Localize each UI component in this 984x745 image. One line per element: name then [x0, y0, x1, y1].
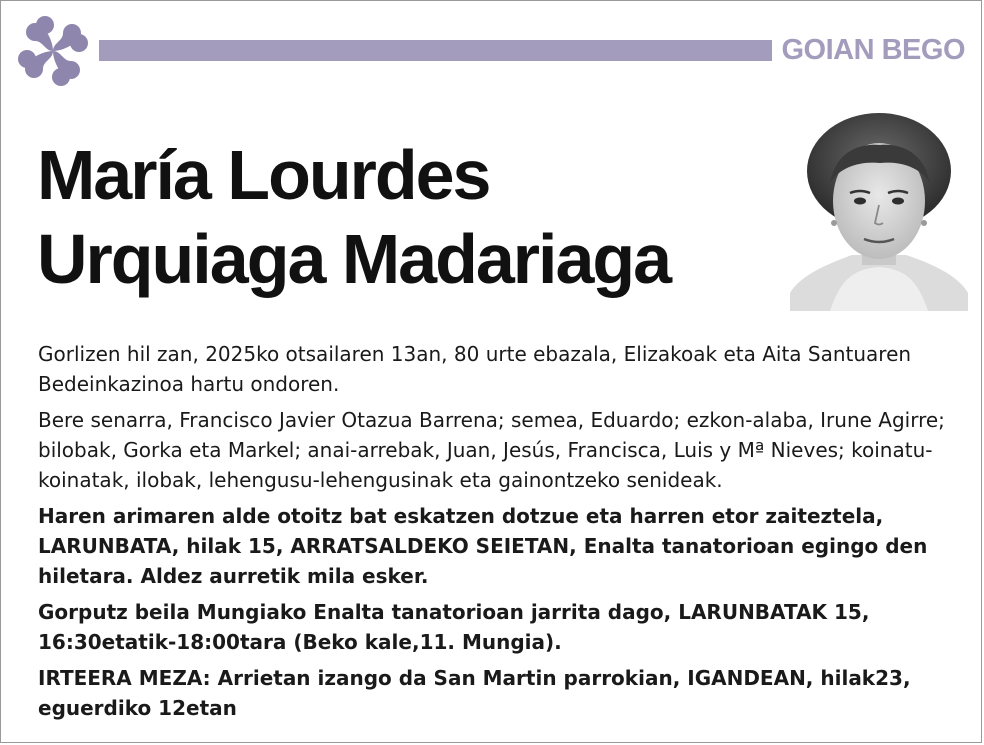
name-line-1: María Lourdes: [37, 136, 490, 214]
lauburu-icon: [15, 13, 91, 89]
paragraph-family: Bere senarra, Francisco Javier Otazua Barrena; semea, Eduardo; ezkon-alaba, Irune Agirre; bilobak, Gorka eta Markel; anai-arrebak, Juan, Jesús, Francisca, Luis y Mª Nieves; koinatu-koinatak, ilobak, lehengusu-lehengusinak eta gainontzeko senideak.: [38, 408, 945, 492]
deceased-name: [37, 133, 670, 301]
obituary-body: [38, 339, 953, 729]
header-label: GOIAN BEGO: [781, 34, 965, 66]
paragraph-departure-mass: IRTEERA MEZA: Arrietan izango da San Martin parrokian, IGANDEAN, hilak23, eguerdiko 12etan: [38, 666, 911, 720]
header-band: [99, 40, 772, 61]
paragraph-wake: Gorputz beila Mungiako Enalta tanatorioan jarrita dago, LARUNBATAK 15, 16:30etatik-18:00tara (Beko kale,11. Mungia).: [38, 600, 870, 654]
portrait-photo: [790, 105, 968, 311]
paragraph-death-notice: Gorlizen hil zan, 2025ko otsailaren 13an, 80 urte ebazala, Elizakoak eta Aita Santuaren Bedeinkazinoa hartu ondoren.: [38, 342, 912, 396]
paragraph-funeral: Haren arimaren alde otoitz bat eskatzen dotzue eta harren etor zaiteztela, LARUNBATA, hilak 15, ARRATSALDEKO SEIETAN, Enalta tanatorioan egingo den hiletara. Aldez aurretik mila esker.: [38, 504, 928, 588]
name-line-2: Urquiaga Madariaga: [37, 220, 671, 298]
